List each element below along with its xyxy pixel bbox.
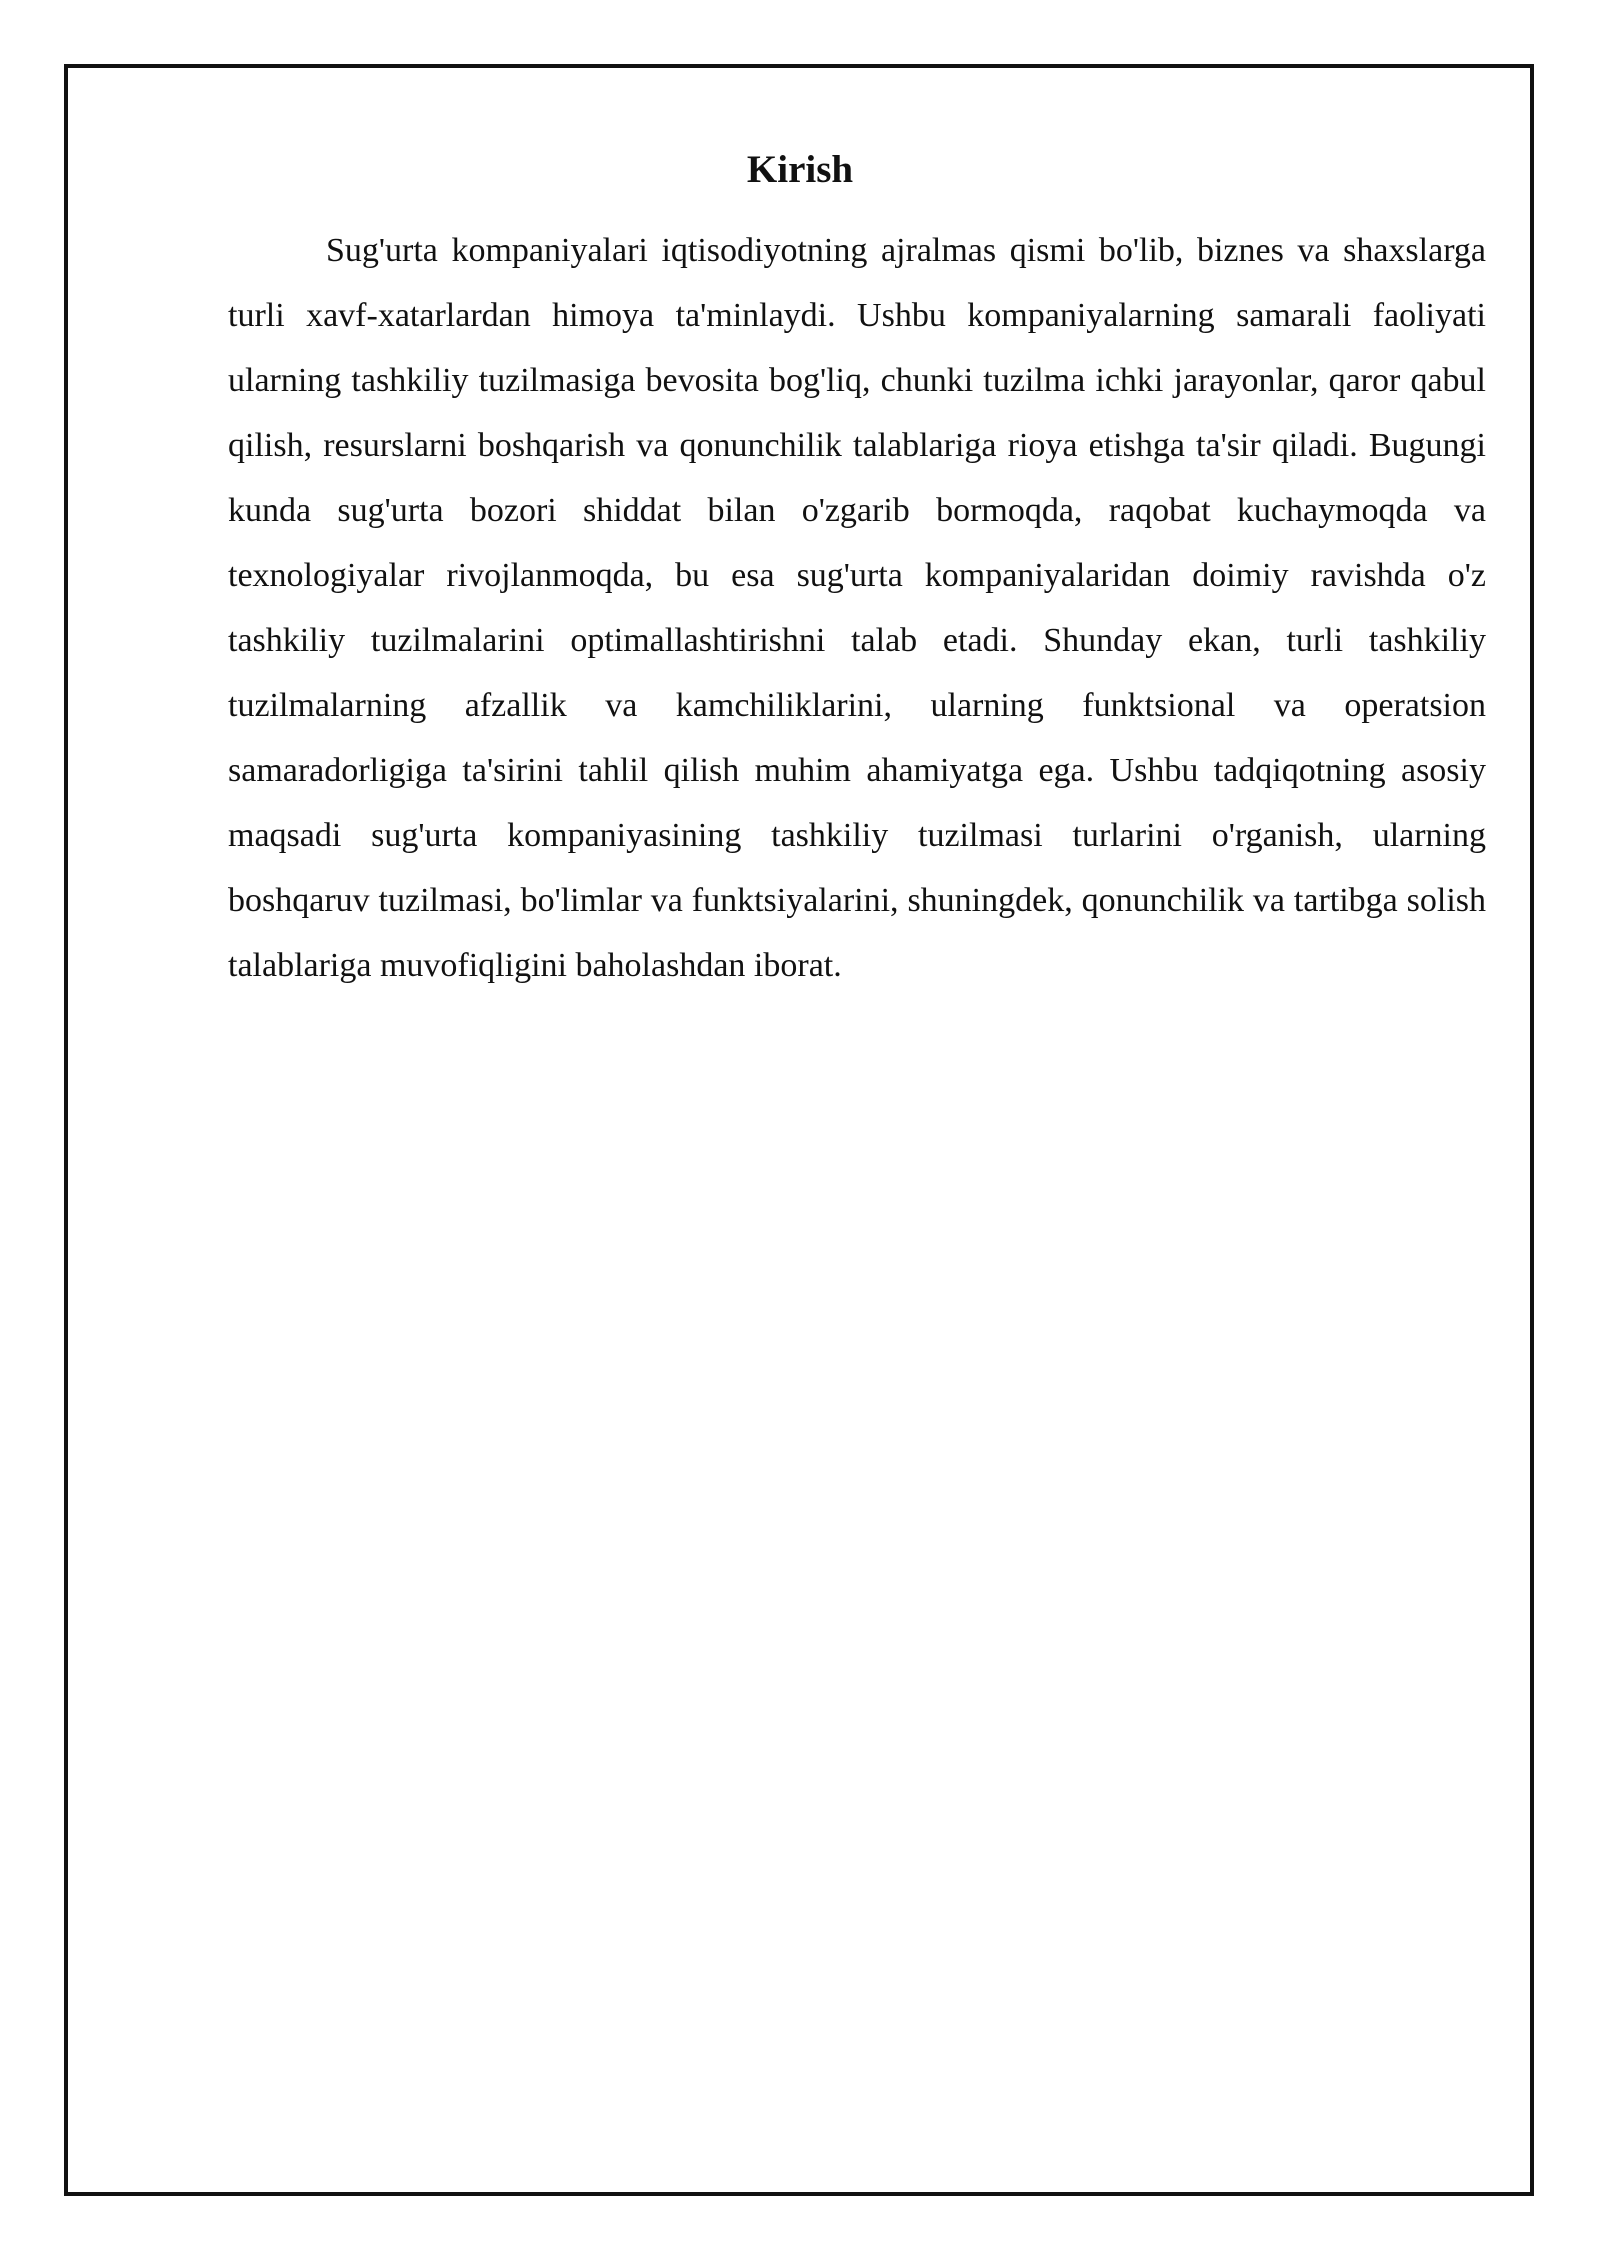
body-paragraph: Sug'urta kompaniyalari iqtisodiyotning ajralmas qismi bo'lib, biznes va shaxslarga turli xavf-xatarlardan himoya ta'minlaydi. Ushbu kompaniyalarning samarali faoliyati ularning tashkiliy tuzilmasiga bevosita bog'liq, chunki tuzilma ichki jarayonlar, qaror qabul qilish, resurslarni boshqarish va qonunchilik talablariga rioya etishga ta'sir qiladi. Bugungi kunda sug'urta bozori shiddat bilan o'zgarib bormoqda, raqobat kuchaymoqda va texnologiyalar rivojlanmoqda, bu esa sug'urta kompaniyalaridan doimiy ravishda o'z tashkiliy tuzilmalarini optimallashtirishni talab etadi. Shunday ekan, turli tashkiliy tuzilmalarning afzallik va kamchiliklarini, ularning funktsional va operatsion samaradorligiga ta'sirini tahlil qilish muhim ahamiyatga ega. Ushbu tadqiqotning asosiy maqsadi sug'urta kompaniyasining tashkiliy tuzilmasi turlarini o'rganish, ularning boshqaruv tuzilmasi, bo'limlar va funktsiyalarini, shuningdek, qonunchilik va tartibga solish talablariga muvofiqligini baholashdan iborat. [228, 232, 1486, 984]
section-heading: Kirish [746, 148, 854, 191]
